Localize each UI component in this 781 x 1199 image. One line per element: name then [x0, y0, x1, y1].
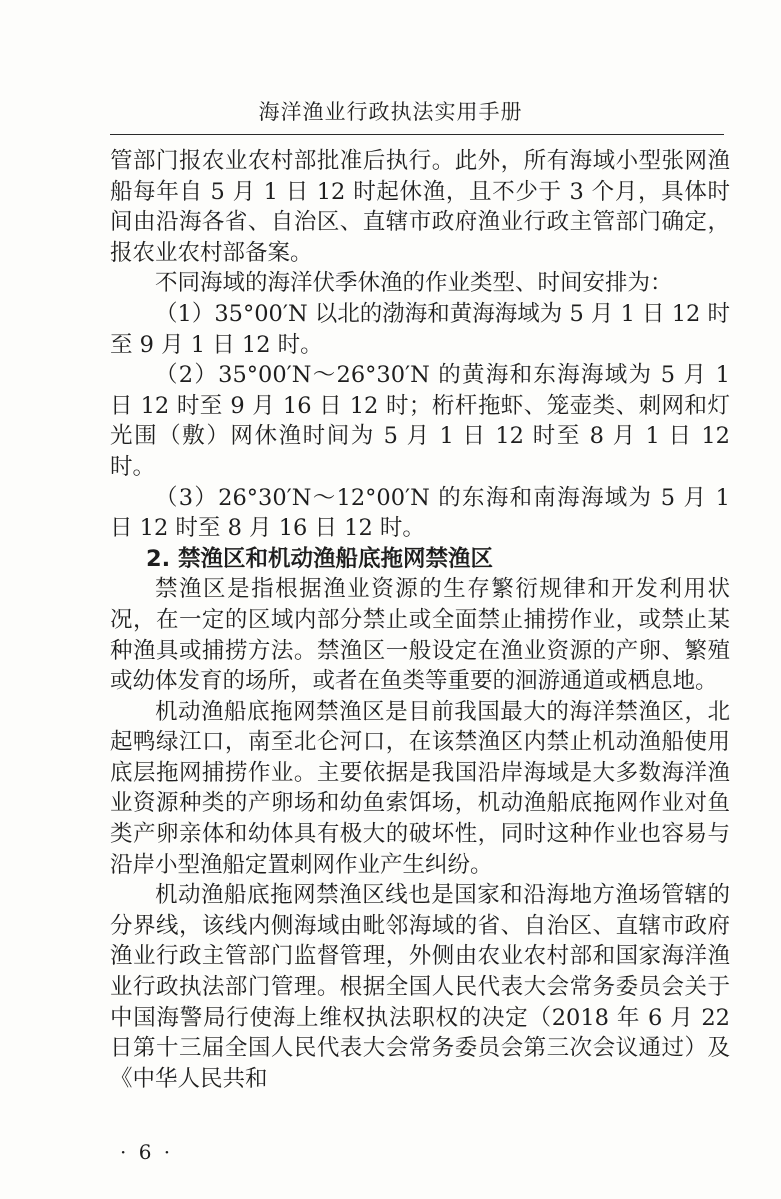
section-heading: 2. 禁渔区和机动渔船底拖网禁渔区	[146, 545, 494, 572]
paragraph-intro: 不同海域的海洋伏季休渔的作业类型、时间安排为：	[155, 270, 673, 297]
header-rule	[110, 134, 724, 135]
paragraph-boundary-line: 机动渔船底拖网禁渔区线也是国家和沿海地方渔场管辖的分界线，该线内侧海域由毗邻海域的省、自治区、直辖市政府渔业行政主管部门监督管理，外侧由农业农村部和国家海洋渔业行政执法部门管理。根据全国人民代表大会常务委员会关于中国海警局行使海上维权执法职权的决定（2018 年 6 月 22 日第十三届全国人民代表大会常务委员会第三次会议通过）及《中华人民共和	[110, 882, 730, 1092]
page-number: · 6 ·	[120, 1140, 174, 1164]
paragraph-item-2: （2）35°00′N～26°30′N 的黄海和东海海域为 5 月 1 日 12 时至 9 月 16 日 12 时；桁杆拖虾、笼壶类、刺网和灯光围（敷）网休渔时间为 5 月 1 日 12 时至 8 月 1 日 12 时。	[110, 362, 730, 480]
paragraph-item-3: （3）26°30′N～12°00′N 的东海和南海海域为 5 月 1 日 12 时至 8 月 16 日 12 时。	[110, 484, 730, 542]
running-header: 海洋渔业行政执法实用手册	[258, 100, 523, 124]
body-text	[110, 146, 730, 1094]
paragraph-trawl-zone: 机动渔船底拖网禁渔区是目前我国最大的海洋禁渔区，北起鸭绿江口，南至北仑河口，在该禁渔区内禁止机动渔船使用底层拖网捕捞作业。主要依据是我国沿岸海域是大多数海洋渔业资源种类的产卵场和幼鱼索饵场，机动渔船底拖网作业对鱼类产卵亲体和幼体具有极大的破坏性，同时这种作业也容易与沿岸小型渔船定置刺网作业产生纠纷。	[110, 698, 730, 878]
paragraph-continuation: 管部门报农业农村部批准后执行。此外，所有海域小型张网渔船每年自 5 月 1 日 12 时起休渔，且不少于 3 个月，具体时间由沿海各省、自治区、直辖市政府渔业行政主管部门确定，报农业农村部备案。	[110, 148, 730, 266]
paragraph-no-fishing-zone: 禁渔区是指根据渔业资源的生存繁衍规律和开发利用状况，在一定的区域内部分禁止或全面禁止捕捞作业，或禁止某种渔具或捕捞方法。禁渔区一般设定在渔业资源的产卵、繁殖或幼体发育的场所，或者在鱼类等重要的洄游通道或栖息地。	[110, 576, 730, 695]
paragraph-item-1: （1）35°00′N 以北的渤海和黄海海域为 5 月 1 日 12 时至 9 月 1 日 12 时。	[110, 300, 730, 358]
